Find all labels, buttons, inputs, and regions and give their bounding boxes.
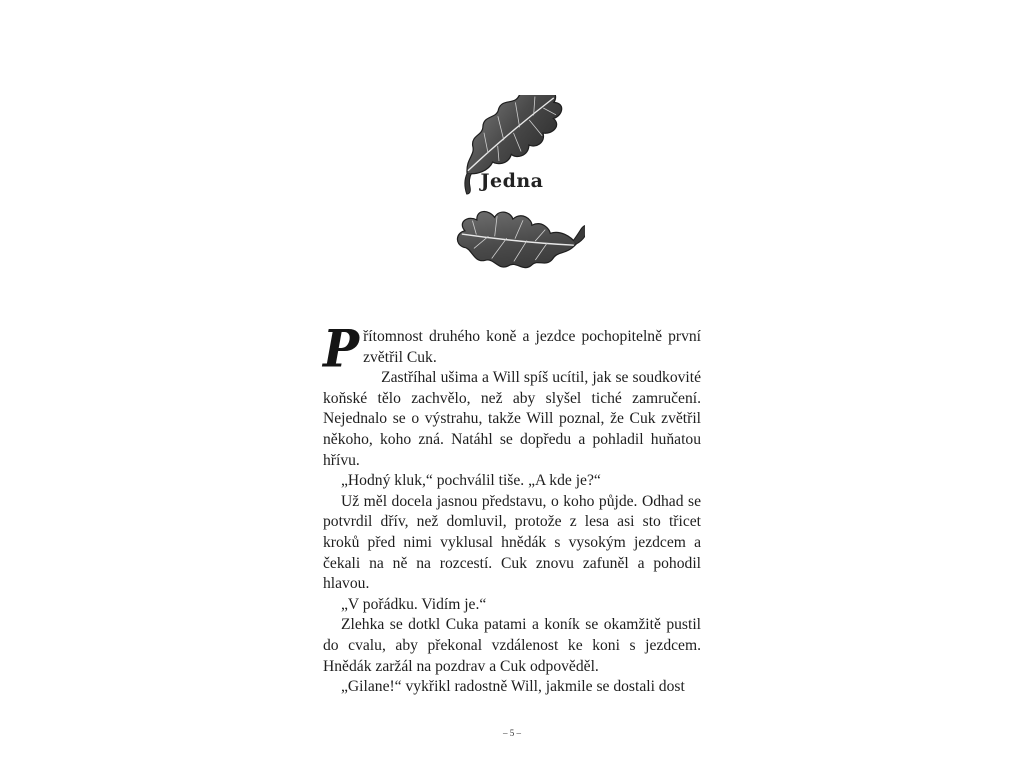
chapter-title: Jedna — [480, 170, 544, 192]
paragraph — [323, 318, 701, 380]
paragraph: Zastříhal ušima a Will spíš ucítil, jak se soudkovité koňské tělo zachvělo, než aby slyšel tiché zamručení. Nejednalo se o výstrahu, takže Will poznal, že Cuk zvětřil někoho, koho zná. Natáhl se dopředu a pohladil huňatou hřívu. — [323, 369, 701, 469]
page-number: – 5 – — [503, 728, 521, 738]
paragraph-text: řítomnost druhého koně a jezdce pochopitelně první zvětřil Cuk. — [363, 328, 701, 366]
paragraph: „Gilane!“ vykřikl radostně Will, jakmile se dostali dost — [341, 678, 685, 696]
chapter-body — [323, 318, 701, 698]
drop-cap: P — [323, 318, 360, 380]
bottom-oak-leaf-icon — [453, 189, 585, 280]
paragraph: „Hodný kluk,“ pochválil tiše. „A kde je?“ — [341, 472, 601, 490]
paragraph: „V pořádku. Vidím je.“ — [341, 595, 487, 613]
paragraph: Už měl docela jasnou představu, o koho půjde. Odhad se potvrdil dřív, než domluvil, protože z lesa asi sto třicet kroků před nimi vyklusal hnědák s vysokým jezdcem a čekali na ně na rozcestí. Cuk znovu zafuněl a pohodil hlavou. — [323, 492, 701, 593]
paragraph: Zlehka se dotkl Cuka patami a koník se okamžitě pustil do cvalu, aby překonal vzdálenost ke koni s jezdcem. Hnědák zaržál na pozdrav a Cuk odpověděl. — [323, 616, 701, 675]
